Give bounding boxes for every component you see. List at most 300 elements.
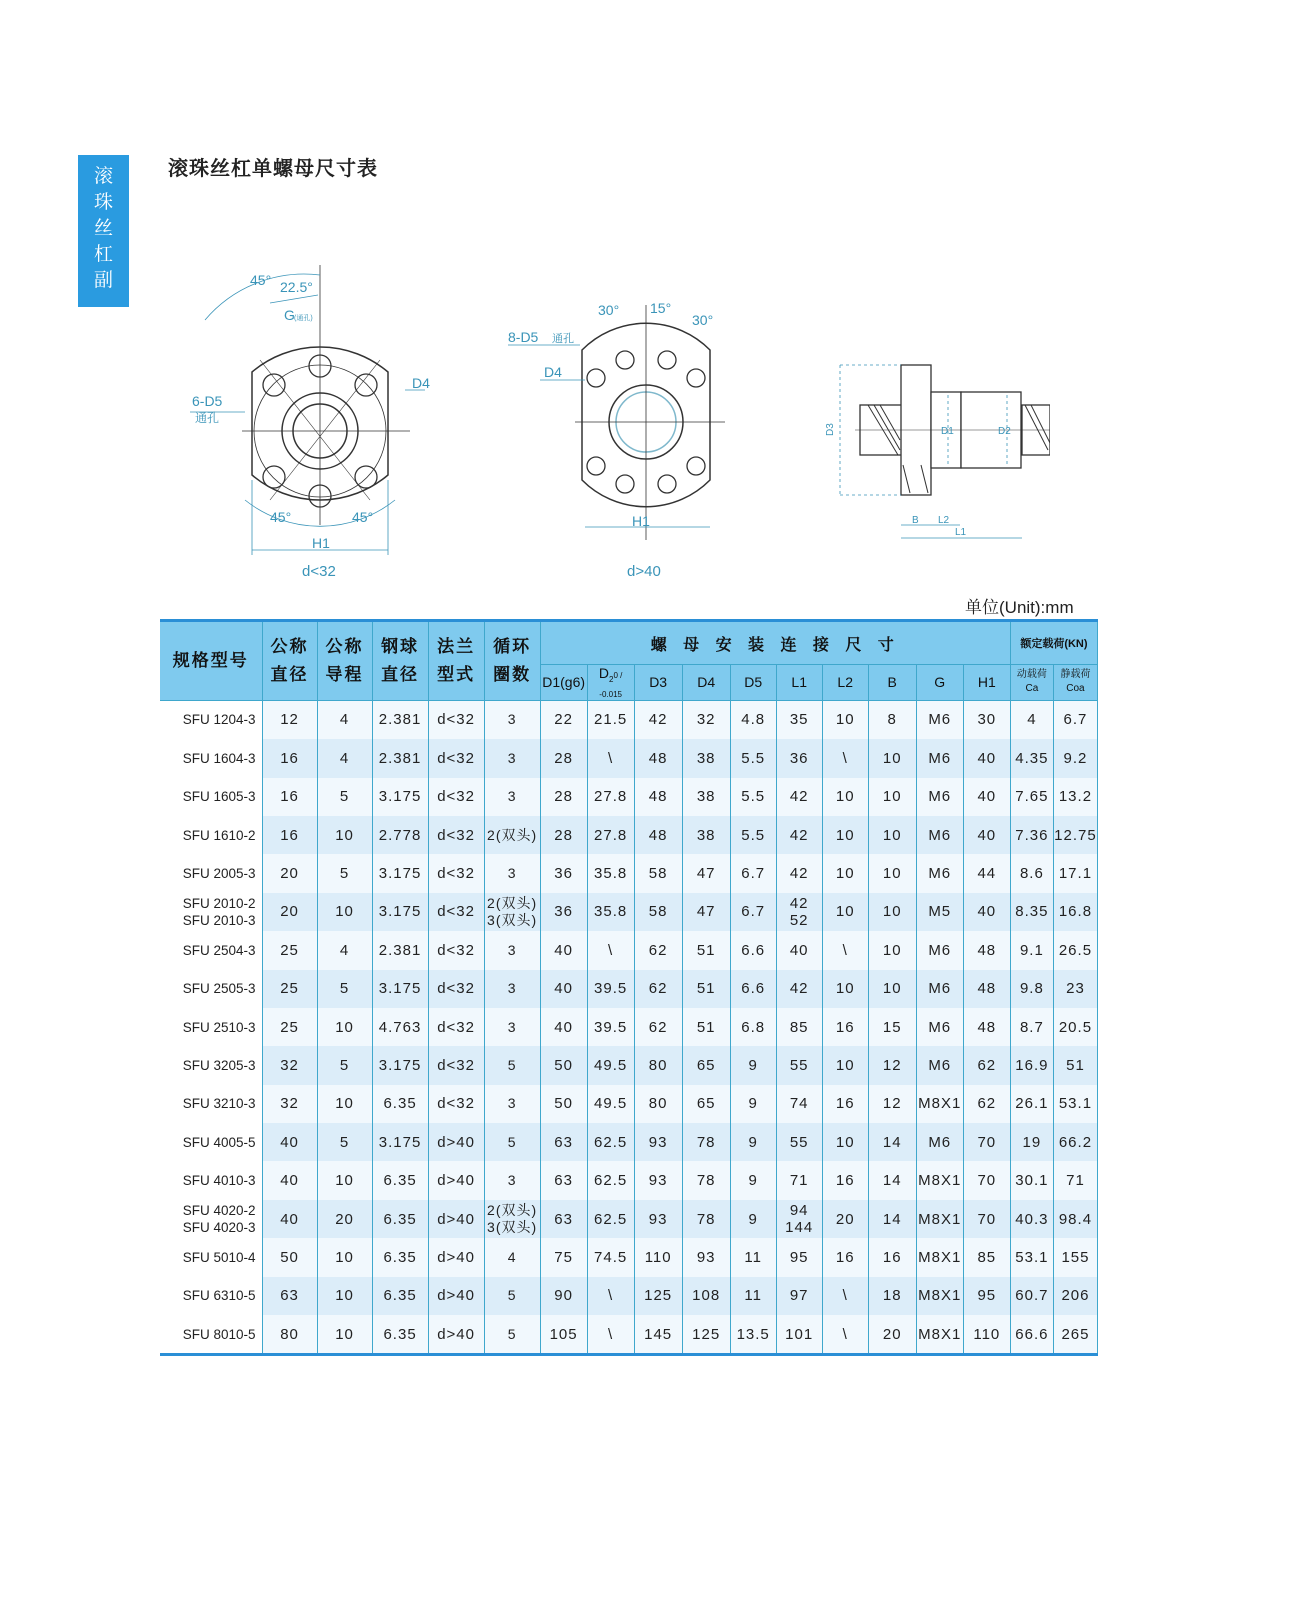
table-cell: 40 [963, 778, 1010, 816]
table-cell: 9 [730, 1200, 776, 1238]
table-cell: 6.35 [372, 1315, 428, 1355]
table-cell: 74 [776, 1085, 822, 1123]
table-cell: 93 [682, 1238, 730, 1276]
table-cell: 10 [822, 854, 868, 892]
table-cell: d<32 [428, 931, 484, 969]
table-row [160, 854, 1098, 892]
flange-diagram-large [500, 290, 760, 590]
table-cell: 3.175 [372, 970, 428, 1008]
table-cell: 26.1 [1010, 1085, 1053, 1123]
table-cell: d>40 [428, 1161, 484, 1199]
table-cell: M6 [916, 1046, 963, 1084]
table-cell: 62 [963, 1085, 1010, 1123]
d1-label: D1 [941, 426, 954, 437]
table-cell: 20 [317, 1200, 372, 1238]
table-cell: 125 [682, 1315, 730, 1355]
table-cell: d<32 [428, 854, 484, 892]
table-cell: 40 [776, 931, 822, 969]
table-cell: 49.5 [587, 1046, 634, 1084]
table-cell: 10 [868, 931, 916, 969]
table-cell: 10 [868, 893, 916, 931]
table-cell: 10 [868, 778, 916, 816]
table-cell: 14 [868, 1123, 916, 1161]
table-cell: 28 [540, 816, 587, 854]
table-cell: d<32 [428, 1046, 484, 1084]
table-cell: 10 [822, 1123, 868, 1161]
table-cell: 66.2 [1053, 1123, 1097, 1161]
table-cell: d>40 [428, 1238, 484, 1276]
table-cell: 80 [634, 1085, 682, 1123]
table-cell: 71 [1053, 1161, 1097, 1199]
model-cell: SFU 2505-3 [160, 970, 262, 1008]
header-model: 规格型号 [160, 621, 262, 701]
header-l1: L1 [776, 665, 822, 701]
table-cell: 3 [484, 1008, 540, 1046]
table-cell: 47 [682, 854, 730, 892]
table-cell: 4.35 [1010, 739, 1053, 777]
table-cell: M5 [916, 893, 963, 931]
table-cell: 16 [262, 739, 317, 777]
table-cell: 9.1 [1010, 931, 1053, 969]
table-cell: 62.5 [587, 1200, 634, 1238]
holes-note: 通孔 [552, 333, 574, 345]
table-cell: 4.763 [372, 1008, 428, 1046]
l1-label: L1 [955, 527, 967, 538]
table-cell: 42 [776, 816, 822, 854]
table-row [160, 778, 1098, 816]
table-cell: 39.5 [587, 1008, 634, 1046]
table-cell: 3 [484, 778, 540, 816]
d2-tolerance: 0 / -0.015 [599, 671, 623, 699]
table-cell: 10 [317, 1238, 372, 1276]
table-cell: 93 [634, 1123, 682, 1161]
table-cell: d>40 [428, 1315, 484, 1355]
table-cell: 16 [868, 1238, 916, 1276]
table-cell: 42 [776, 854, 822, 892]
table-cell: 40 [963, 816, 1010, 854]
table-cell: 2.381 [372, 931, 428, 969]
table-cell: 6.7 [730, 854, 776, 892]
table-cell: 22 [540, 700, 587, 739]
table-row [160, 1315, 1098, 1355]
table-cell: 4 [317, 931, 372, 969]
table-row [160, 1046, 1098, 1084]
table-cell: 6.7 [730, 893, 776, 931]
table-row [160, 739, 1098, 777]
table-cell: 27.8 [587, 778, 634, 816]
table-cell: 10 [317, 1008, 372, 1046]
table-cell: M6 [916, 816, 963, 854]
table-cell: 12 [262, 700, 317, 739]
table-cell: 75 [540, 1238, 587, 1276]
table-cell: 70 [963, 1200, 1010, 1238]
h1-label: H1 [632, 513, 650, 529]
table-cell: 11 [730, 1277, 776, 1315]
table-cell: M8X1 [916, 1200, 963, 1238]
table-cell: 6.35 [372, 1200, 428, 1238]
table-cell: M6 [916, 854, 963, 892]
table-cell: 13.2 [1053, 778, 1097, 816]
table-cell: 16.8 [1053, 893, 1097, 931]
table-cell: 10 [868, 970, 916, 1008]
table-cell: 14 [868, 1161, 916, 1199]
table-cell: 58 [634, 893, 682, 931]
table-row [160, 893, 1098, 931]
table-row [160, 1008, 1098, 1046]
table-cell: \ [822, 739, 868, 777]
table-cell: 6.6 [730, 970, 776, 1008]
model-cell: SFU 8010-5 [160, 1315, 262, 1355]
table-cell: M6 [916, 970, 963, 1008]
table-cell: 10 [317, 1161, 372, 1199]
table-cell: 9.8 [1010, 970, 1053, 1008]
table-cell: 65 [682, 1085, 730, 1123]
header-dynamic-load: 动载荷 Ca [1010, 665, 1053, 701]
table-cell: 105 [540, 1315, 587, 1355]
diagram-caption: d<32 [302, 563, 336, 580]
table-cell: 95 [776, 1238, 822, 1276]
table-cell: 48 [634, 816, 682, 854]
table-cell: 108 [682, 1277, 730, 1315]
table-cell: 80 [634, 1046, 682, 1084]
table-cell: 5 [484, 1315, 540, 1355]
table-cell: 51 [1053, 1046, 1097, 1084]
table-cell: 6.35 [372, 1161, 428, 1199]
header-lead: 公称 导程 [317, 621, 372, 701]
table-cell: 2.381 [372, 739, 428, 777]
table-cell: 70 [963, 1161, 1010, 1199]
page-title: 滚珠丝杠单螺母尺寸表 [168, 156, 378, 180]
table-cell: \ [822, 931, 868, 969]
table-cell: 6.35 [372, 1277, 428, 1315]
table-cell: 63 [540, 1200, 587, 1238]
table-cell: 5 [484, 1046, 540, 1084]
table-cell: 7.36 [1010, 816, 1053, 854]
table-cell: 20 [262, 854, 317, 892]
table-cell: 78 [682, 1200, 730, 1238]
header-ball-diameter: 钢球 直径 [372, 621, 428, 701]
table-cell: 10 [317, 1085, 372, 1123]
table-cell: 3 [484, 931, 540, 969]
table-cell: 145 [634, 1315, 682, 1355]
table-cell: 5 [317, 778, 372, 816]
table-cell: 5.5 [730, 816, 776, 854]
model-cell: SFU 4005-5 [160, 1123, 262, 1161]
ball-screw-nut-dimension-table [160, 619, 1098, 1356]
table-cell: 93 [634, 1200, 682, 1238]
table-cell: 6.7 [1053, 700, 1097, 739]
b-label: B [912, 515, 919, 526]
angle-label: 45° [250, 272, 272, 288]
table-cell: 4.8 [730, 700, 776, 739]
table-cell: 40 [540, 931, 587, 969]
table-cell: 16.9 [1010, 1046, 1053, 1084]
header-nominal-diameter: 公称 直径 [262, 621, 317, 701]
h1-label: H1 [312, 535, 330, 551]
table-cell: 51 [682, 970, 730, 1008]
table-row [160, 970, 1098, 1008]
header-rated-load: 额定载荷(KN) [1010, 621, 1097, 665]
table-cell: 206 [1053, 1277, 1097, 1315]
table-cell: 74.5 [587, 1238, 634, 1276]
table-cell: 36 [540, 893, 587, 931]
section-tab: 滚 珠 丝 杠 副 [78, 155, 129, 307]
table-cell: 3.175 [372, 893, 428, 931]
table-cell: 40 [963, 739, 1010, 777]
table-row [160, 931, 1098, 969]
table-cell: 62.5 [587, 1161, 634, 1199]
model-cell: SFU 1604-3 [160, 739, 262, 777]
table-cell: 48 [634, 739, 682, 777]
table-row [160, 1123, 1098, 1161]
holes-note: 通孔 [195, 411, 220, 425]
table-cell: 40 [540, 970, 587, 1008]
table-cell: 3.175 [372, 1046, 428, 1084]
table-cell: 8.7 [1010, 1008, 1053, 1046]
table-cell: 48 [963, 1008, 1010, 1046]
table-cell: \ [822, 1315, 868, 1355]
table-cell: 65 [682, 1046, 730, 1084]
table-cell: 6.8 [730, 1008, 776, 1046]
table-cell: 85 [776, 1008, 822, 1046]
table-cell: 10 [317, 893, 372, 931]
table-row [160, 1161, 1098, 1199]
table-cell: \ [587, 1315, 634, 1355]
model-cell: SFU 2005-3 [160, 854, 262, 892]
table-cell: 95 [963, 1277, 1010, 1315]
header-d5: D5 [730, 665, 776, 701]
table-cell: 48 [963, 970, 1010, 1008]
holes-label: 6-D5 [192, 393, 223, 409]
table-cell: 10 [868, 739, 916, 777]
d2-subscript: 2 [609, 674, 614, 684]
table-cell: 4 [484, 1238, 540, 1276]
table-cell: 38 [682, 816, 730, 854]
table-cell: 5.5 [730, 739, 776, 777]
table-cell: 4 [317, 739, 372, 777]
table-cell: 16 [822, 1008, 868, 1046]
table-cell: 5 [317, 970, 372, 1008]
table-cell: 98.4 [1053, 1200, 1097, 1238]
table-cell: 8 [868, 700, 916, 739]
flange-diagram-small [180, 260, 440, 590]
header-flange-type: 法兰 型式 [428, 621, 484, 701]
table-cell: 155 [1053, 1238, 1097, 1276]
table-cell: 3.175 [372, 778, 428, 816]
table-cell: 28 [540, 739, 587, 777]
header-h1: H1 [963, 665, 1010, 701]
table-cell: 28 [540, 778, 587, 816]
model-cell: SFU 2510-3 [160, 1008, 262, 1046]
table-cell: 3 [484, 1161, 540, 1199]
table-cell: 2(双头) [484, 816, 540, 854]
table-cell: 6.6 [730, 931, 776, 969]
header-circuits: 循环 圈数 [484, 621, 540, 701]
table-cell: M6 [916, 778, 963, 816]
table-cell: 23 [1053, 970, 1097, 1008]
table-cell: \ [587, 739, 634, 777]
table-cell: 10 [868, 816, 916, 854]
table-cell: M8X1 [916, 1277, 963, 1315]
model-cell: SFU 5010-4 [160, 1238, 262, 1276]
table-cell: 70 [963, 1123, 1010, 1161]
table-cell: 20.5 [1053, 1008, 1097, 1046]
table-cell: 97 [776, 1277, 822, 1315]
angle-label: 15° [650, 300, 672, 316]
table-cell: 93 [634, 1161, 682, 1199]
g-label: G [284, 307, 295, 323]
table-row [160, 700, 1098, 739]
table-cell: 66.6 [1010, 1315, 1053, 1355]
table-cell: 5 [317, 1046, 372, 1084]
header-mounting-dimensions: 螺 母 安 装 连 接 尺 寸 [540, 621, 1010, 665]
table-cell: 21.5 [587, 700, 634, 739]
table-cell: 3.175 [372, 1123, 428, 1161]
table-cell: 3 [484, 854, 540, 892]
table-cell: 25 [262, 1008, 317, 1046]
table-cell: 32 [262, 1046, 317, 1084]
table-cell: 2(双头) 3(双头) [484, 1200, 540, 1238]
table-cell: 101 [776, 1315, 822, 1355]
table-cell: 25 [262, 970, 317, 1008]
table-cell: 50 [262, 1238, 317, 1276]
table-cell: 7.65 [1010, 778, 1053, 816]
table-row [160, 1200, 1098, 1238]
table-cell: 40.3 [1010, 1200, 1053, 1238]
table-cell: 62 [963, 1046, 1010, 1084]
table-cell: 6.35 [372, 1085, 428, 1123]
table-cell: 10 [822, 816, 868, 854]
table-cell: 47 [682, 893, 730, 931]
table-cell: 6.35 [372, 1238, 428, 1276]
table-cell: 48 [963, 931, 1010, 969]
table-cell: d<32 [428, 1008, 484, 1046]
table-cell: 32 [682, 700, 730, 739]
table-cell: 2(双头) 3(双头) [484, 893, 540, 931]
d4-label: D4 [412, 375, 430, 391]
d2-symbol: D [598, 665, 610, 681]
table-cell: 9 [730, 1085, 776, 1123]
model-cell: SFU 2504-3 [160, 931, 262, 969]
table-cell: 35.8 [587, 854, 634, 892]
table-cell: 42 [634, 700, 682, 739]
table-cell: 35 [776, 700, 822, 739]
table-cell: 63 [262, 1277, 317, 1315]
table-cell: 63 [540, 1123, 587, 1161]
model-cell: SFU 2010-2 SFU 2010-3 [160, 893, 262, 931]
unit-label: 单位(Unit):mm [965, 598, 1074, 617]
table-cell: 55 [776, 1046, 822, 1084]
table-cell: 39.5 [587, 970, 634, 1008]
table-cell: 14 [868, 1200, 916, 1238]
table-cell: 5 [484, 1277, 540, 1315]
table-cell: d>40 [428, 1277, 484, 1315]
table-cell: 11 [730, 1238, 776, 1276]
table-cell: 9 [730, 1123, 776, 1161]
table-cell: 12.75 [1053, 816, 1097, 854]
table-cell: 51 [682, 1008, 730, 1046]
table-cell: M6 [916, 931, 963, 969]
table-cell: 10 [822, 893, 868, 931]
table-cell: 90 [540, 1277, 587, 1315]
table-cell: 3.175 [372, 854, 428, 892]
table-cell: 8.6 [1010, 854, 1053, 892]
table-cell: 12 [868, 1046, 916, 1084]
diagram-caption: d>40 [627, 563, 661, 580]
header-static-load: 静载荷 Coa [1053, 665, 1097, 701]
table-cell: 10 [317, 1277, 372, 1315]
table-cell: 3 [484, 970, 540, 1008]
table-cell: M8X1 [916, 1161, 963, 1199]
table-row [160, 816, 1098, 854]
table-cell: 78 [682, 1161, 730, 1199]
table-cell: 5 [484, 1123, 540, 1161]
table-cell: 60.7 [1010, 1277, 1053, 1315]
table-cell: 40 [540, 1008, 587, 1046]
table-cell: 30.1 [1010, 1161, 1053, 1199]
table-cell: d<32 [428, 1085, 484, 1123]
table-cell: M6 [916, 1123, 963, 1161]
angle-label: 30° [692, 312, 714, 328]
l2-label: L2 [938, 515, 950, 526]
header-d1: D1(g6) [540, 665, 587, 701]
g-note: (通孔) [294, 315, 313, 322]
table-cell: d<32 [428, 970, 484, 1008]
table-cell: 55 [776, 1123, 822, 1161]
table-cell: 3 [484, 1085, 540, 1123]
table-cell: 26.5 [1053, 931, 1097, 969]
table-cell: 4 [1010, 700, 1053, 739]
d2-label: D2 [998, 426, 1011, 437]
table-cell: 42 52 [776, 893, 822, 931]
table-cell: 13.5 [730, 1315, 776, 1355]
table-cell: 20 [868, 1315, 916, 1355]
table-cell: 53.1 [1010, 1238, 1053, 1276]
table-cell: 30 [963, 700, 1010, 739]
table-cell: 12 [868, 1085, 916, 1123]
table-cell: 3 [484, 700, 540, 739]
table-cell: 63 [540, 1161, 587, 1199]
table-cell: 42 [776, 778, 822, 816]
table-cell: 51 [682, 931, 730, 969]
table-cell: 44 [963, 854, 1010, 892]
table-cell: M6 [916, 739, 963, 777]
model-cell: SFU 6310-5 [160, 1277, 262, 1315]
table-cell: 10 [822, 970, 868, 1008]
table-cell: d<32 [428, 816, 484, 854]
table-cell: 16 [262, 816, 317, 854]
table-cell: 62 [634, 931, 682, 969]
header-d3: D3 [634, 665, 682, 701]
table-cell: 40 [963, 893, 1010, 931]
table-cell: 50 [540, 1085, 587, 1123]
table-cell: 80 [262, 1315, 317, 1355]
table-cell: 38 [682, 739, 730, 777]
nut-side-view [800, 340, 1050, 540]
header-b: B [868, 665, 916, 701]
d3-label: D3 [825, 423, 836, 436]
table-cell: 15 [868, 1008, 916, 1046]
table-cell: 10 [822, 700, 868, 739]
table-cell: 62 [634, 1008, 682, 1046]
table-cell: 25 [262, 931, 317, 969]
table-cell: 20 [262, 893, 317, 931]
table-cell: d>40 [428, 1200, 484, 1238]
model-cell: SFU 1610-2 [160, 816, 262, 854]
model-cell: SFU 1605-3 [160, 778, 262, 816]
table-cell: 4 [317, 700, 372, 739]
table-cell: 36 [540, 854, 587, 892]
